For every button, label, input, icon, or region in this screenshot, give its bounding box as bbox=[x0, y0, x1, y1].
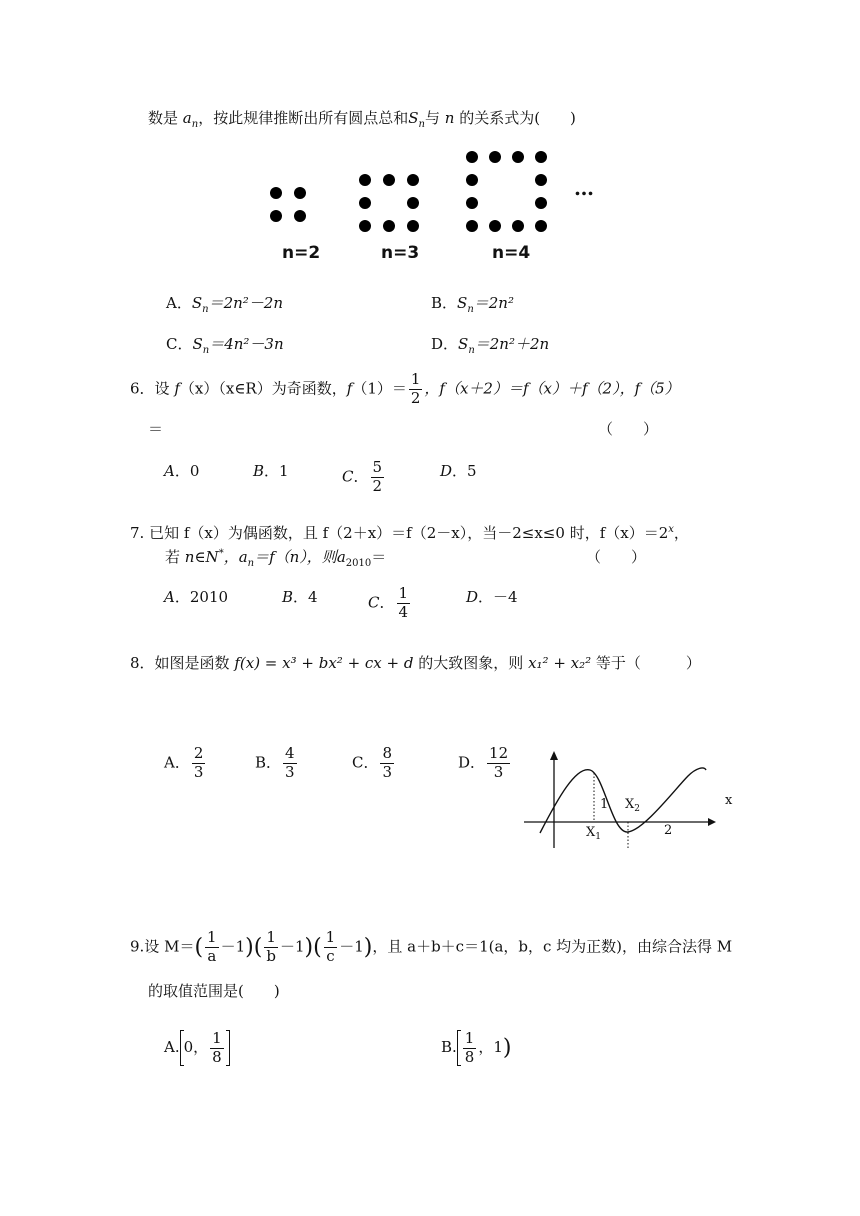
var-S: S bbox=[457, 294, 468, 312]
q5-option-a[interactable] bbox=[166, 292, 283, 315]
label-X2 bbox=[625, 797, 640, 814]
fraction bbox=[463, 1028, 477, 1066]
label-X2-main: X bbox=[625, 797, 635, 812]
fraction bbox=[283, 746, 297, 781]
fraction bbox=[205, 930, 219, 965]
q8-mid: 的大致图象，则 bbox=[418, 654, 524, 672]
dot bbox=[407, 220, 419, 232]
q7-seq: ，a bbox=[223, 548, 248, 566]
q6-option-d[interactable] bbox=[440, 460, 477, 481]
q5-option-b[interactable] bbox=[431, 292, 514, 315]
label-x: x bbox=[725, 793, 733, 808]
fraction bbox=[371, 460, 385, 495]
q9-line2: 的取值范围是( ) bbox=[148, 982, 280, 1000]
frac-den: c bbox=[326, 946, 335, 965]
var-a: a bbox=[336, 548, 346, 566]
frac-num: 1 bbox=[207, 928, 217, 946]
label-n3: n=3 bbox=[381, 243, 420, 263]
q6-domain: （x）（x∈R） bbox=[179, 379, 272, 398]
q8-option-d[interactable] bbox=[458, 746, 512, 781]
option-sep: ． bbox=[264, 462, 280, 480]
option-letter: D． bbox=[458, 753, 486, 772]
frac-num: 2 bbox=[193, 744, 204, 762]
option-sep: ． bbox=[478, 588, 494, 606]
option-letter: B． bbox=[431, 294, 458, 312]
minus-one: －1 bbox=[339, 937, 364, 956]
sub-2010: 2010 bbox=[345, 558, 372, 569]
frac-den: b bbox=[266, 946, 276, 965]
label-2: 2 bbox=[664, 823, 673, 838]
q5-option-d[interactable] bbox=[431, 333, 549, 356]
q6-odd: 为奇函数， bbox=[271, 379, 347, 398]
q6-text1: 设 bbox=[154, 379, 170, 398]
q9-line1 bbox=[130, 930, 732, 965]
paren-open: ( bbox=[253, 934, 263, 960]
dot bbox=[294, 210, 306, 222]
sub-n: n bbox=[202, 345, 210, 356]
option-sep: ． bbox=[452, 462, 468, 480]
dot bbox=[270, 187, 282, 199]
q7-line1 bbox=[130, 522, 689, 543]
sub-n: n bbox=[467, 304, 474, 315]
label-n2: n=2 bbox=[282, 243, 321, 263]
frac-num: 8 bbox=[382, 744, 393, 762]
label-X2-sub: 2 bbox=[634, 804, 640, 814]
q7-option-b[interactable] bbox=[282, 586, 318, 607]
frac-den: 2 bbox=[372, 476, 383, 495]
bracket-open bbox=[457, 1030, 461, 1066]
fraction bbox=[487, 746, 510, 781]
q9-condition: ，且 a＋b＋c＝1(a，b，c 均为正数)，由综合法得 M bbox=[372, 937, 733, 956]
option-letter: B bbox=[253, 462, 265, 480]
sub-n: n bbox=[202, 304, 209, 315]
dot bbox=[489, 151, 501, 163]
dot bbox=[407, 197, 419, 209]
dot bbox=[535, 197, 547, 209]
q5-intro-mid2: 与 bbox=[424, 109, 440, 127]
var-f: f bbox=[346, 379, 353, 398]
option-expr: ＝2n²－2n bbox=[208, 294, 283, 312]
option-letter: A． bbox=[164, 753, 190, 772]
option-letter: C bbox=[342, 467, 354, 486]
q6-option-a[interactable] bbox=[164, 460, 199, 481]
q5-intro-mid1: ，按此规律推断出所有圆点总和 bbox=[198, 109, 409, 127]
frac-num: 1 bbox=[325, 928, 336, 946]
sup: x bbox=[668, 524, 674, 535]
fraction bbox=[380, 746, 394, 781]
bracket-close bbox=[226, 1030, 230, 1066]
option-letter: D． bbox=[431, 335, 459, 353]
dot bbox=[466, 197, 478, 209]
dot bbox=[466, 151, 478, 163]
label-X1-main: X bbox=[586, 825, 596, 840]
q7-option-d[interactable] bbox=[466, 586, 518, 607]
paren-open: ( bbox=[313, 934, 322, 960]
frac-den: 3 bbox=[493, 762, 504, 781]
q9-option-b[interactable] bbox=[441, 1030, 511, 1066]
paren-close: ) bbox=[363, 934, 373, 960]
cubic-graph bbox=[518, 748, 758, 853]
option-letter: B． bbox=[255, 753, 282, 772]
option-sep: ． bbox=[379, 593, 395, 612]
option-letter: C． bbox=[166, 335, 193, 353]
var-S: S bbox=[408, 109, 419, 127]
option-value: 4 bbox=[308, 588, 318, 606]
option-value: 1 bbox=[279, 462, 289, 480]
option-value: 0， bbox=[183, 1038, 209, 1056]
paren-close: ) bbox=[245, 934, 254, 960]
var-n: n bbox=[444, 109, 455, 127]
frac-den: 4 bbox=[398, 602, 409, 621]
y-axis-arrow bbox=[550, 751, 558, 760]
var-f: f bbox=[174, 379, 180, 398]
option-letter: A. bbox=[164, 1038, 180, 1056]
var-S: S bbox=[192, 335, 203, 353]
q7-set: n∈N bbox=[184, 548, 219, 566]
fraction bbox=[397, 586, 411, 621]
dot bbox=[489, 220, 501, 232]
question-number: 6． bbox=[130, 379, 155, 398]
q8-option-a[interactable] bbox=[164, 746, 207, 781]
q8-prefix: 8．如图是函数 bbox=[130, 654, 230, 672]
q8-function: f(x) = x³ + bx² + cx + d bbox=[234, 654, 414, 672]
dot bbox=[512, 151, 524, 163]
option-sep: ． bbox=[174, 588, 190, 606]
option-letter: A bbox=[164, 588, 175, 606]
option-sep: ． bbox=[353, 467, 369, 486]
frac-den: a bbox=[207, 946, 217, 965]
dot bbox=[359, 197, 371, 209]
q7-text: 若 bbox=[165, 548, 181, 566]
frac-den: 3 bbox=[285, 762, 295, 781]
option-expr: ＝2n² bbox=[473, 294, 514, 312]
option-letter: A bbox=[164, 462, 175, 480]
q8-line1 bbox=[130, 652, 701, 673]
q7-text-end: ， bbox=[673, 524, 689, 542]
minus-one: －1 bbox=[220, 937, 246, 956]
q6-f1: （1）＝ bbox=[352, 379, 407, 398]
ellipsis: … bbox=[574, 176, 594, 200]
frac-den: 8 bbox=[212, 1047, 222, 1066]
fraction bbox=[210, 1028, 224, 1066]
option-value: 5 bbox=[467, 462, 477, 480]
q9-prefix: 9.设 M＝ bbox=[130, 937, 195, 956]
dot bbox=[294, 187, 306, 199]
label-X1 bbox=[586, 825, 601, 842]
frac-num: 1 bbox=[212, 1028, 222, 1047]
frac-den: 3 bbox=[382, 762, 393, 781]
dot bbox=[535, 220, 547, 232]
q9-option-a[interactable] bbox=[164, 1030, 230, 1066]
option-letter: A． bbox=[166, 294, 192, 312]
frac-num: 1 bbox=[464, 1028, 475, 1047]
frac-num: 12 bbox=[489, 744, 509, 762]
dot bbox=[270, 210, 282, 222]
paren-close: ) bbox=[502, 1035, 512, 1061]
sub-n: n bbox=[191, 119, 199, 130]
var-a: a bbox=[182, 109, 192, 127]
label-X1-sub: 1 bbox=[595, 832, 601, 842]
q6-line1 bbox=[130, 372, 680, 407]
fraction bbox=[192, 746, 206, 781]
option-letter: D bbox=[440, 462, 453, 480]
q7-line2 bbox=[165, 546, 386, 569]
option-sep: ． bbox=[293, 588, 309, 606]
q7-def: ＝f（n），则 bbox=[254, 548, 337, 566]
option-letter: B. bbox=[441, 1038, 457, 1056]
frac-num: 1 bbox=[264, 930, 278, 948]
option-value: 0 bbox=[189, 462, 200, 480]
q8-option-c[interactable] bbox=[352, 746, 396, 781]
paren-open: ( bbox=[194, 934, 204, 960]
label-1: 1 bbox=[600, 797, 609, 812]
q6-option-c[interactable] bbox=[342, 460, 386, 495]
paren-close: ) bbox=[304, 934, 314, 960]
dot bbox=[383, 220, 395, 232]
answer-paren[interactable]: （ ） bbox=[586, 548, 647, 566]
frac-den: 3 bbox=[193, 762, 204, 781]
fraction bbox=[264, 930, 278, 965]
q7-option-a[interactable] bbox=[164, 586, 228, 607]
frac-num: 1 bbox=[398, 584, 409, 602]
dot bbox=[407, 174, 419, 186]
dot bbox=[359, 220, 371, 232]
q8-sum: x₁² + x₂² bbox=[528, 654, 592, 672]
sub-n: n bbox=[418, 119, 425, 130]
q6-line2: ＝ bbox=[148, 420, 164, 438]
frac-num: 1 bbox=[410, 370, 421, 388]
dot bbox=[535, 151, 547, 163]
q5-intro-suffix: 的关系式为( ) bbox=[459, 109, 576, 127]
answer-paren[interactable]: （ ） bbox=[598, 420, 659, 438]
q8-option-b[interactable] bbox=[255, 746, 299, 781]
option-value: 2010 bbox=[189, 588, 229, 606]
fraction bbox=[324, 930, 338, 965]
dot bbox=[383, 174, 395, 186]
option-letter: B bbox=[282, 588, 294, 606]
label-n4: n=4 bbox=[492, 243, 531, 263]
q6-relation: ，f（x＋2）＝f（x）＋f（2），f（5） bbox=[424, 379, 680, 398]
frac-den: 2 bbox=[410, 388, 421, 407]
minus-one: －1 bbox=[279, 937, 305, 956]
q5-intro bbox=[148, 107, 576, 130]
frac-num: 4 bbox=[285, 744, 295, 762]
q8-suffix: 等于（ ） bbox=[595, 654, 701, 672]
frac-den: 8 bbox=[464, 1047, 475, 1066]
option-letter: C． bbox=[352, 753, 379, 772]
dot bbox=[512, 220, 524, 232]
var-S: S bbox=[458, 335, 469, 353]
option-value: ，1 bbox=[478, 1038, 503, 1056]
dot bbox=[466, 174, 478, 186]
option-letter: C bbox=[368, 593, 380, 612]
q7-text: 7. 已知 f（x）为偶函数，且 f（2＋x）＝f（2－x），当－2≤x≤0 时，f（x）＝2 bbox=[130, 524, 669, 542]
option-expr: ＝4n²－3n bbox=[209, 335, 284, 353]
sup: * bbox=[218, 548, 224, 559]
q5-option-c[interactable] bbox=[166, 333, 284, 356]
function-curve bbox=[540, 768, 706, 833]
dot bbox=[359, 174, 371, 186]
option-value: －4 bbox=[493, 588, 518, 606]
q5-intro-prefix: 数是 bbox=[148, 109, 179, 127]
fraction bbox=[409, 372, 423, 407]
var-S: S bbox=[191, 294, 203, 312]
dot bbox=[535, 174, 547, 186]
x-axis-arrow bbox=[708, 818, 716, 826]
dot bbox=[466, 220, 478, 232]
sub-n: n bbox=[468, 345, 475, 356]
q7-option-c[interactable] bbox=[368, 586, 412, 621]
q7-eq: ＝ bbox=[371, 548, 387, 566]
option-letter: D bbox=[466, 588, 479, 606]
q6-option-b[interactable] bbox=[253, 460, 289, 481]
option-sep: ． bbox=[174, 462, 190, 480]
sub-n: n bbox=[247, 558, 255, 569]
frac-num: 5 bbox=[372, 458, 383, 476]
option-expr: ＝2n²＋2n bbox=[474, 335, 550, 353]
